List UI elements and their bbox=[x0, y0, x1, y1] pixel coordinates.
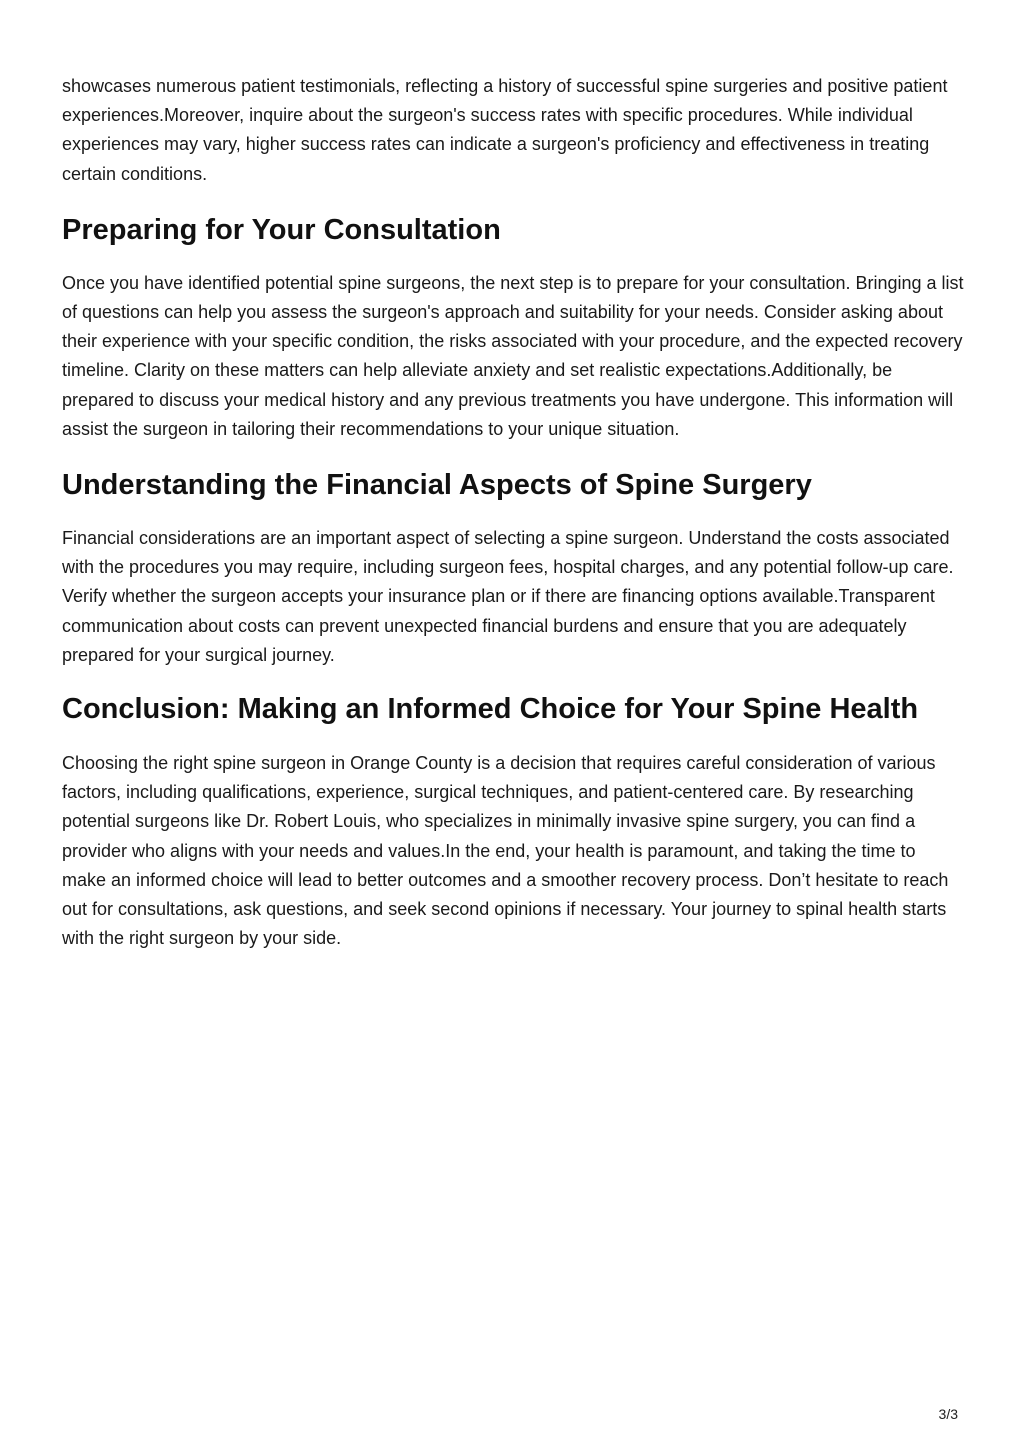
paragraph-financial-aspects: Financial considerations are an important aspect of selecting a spine surgeon. Understand the costs associated with the procedures you may require, including surgeon fees, hospital charges, and any potential follow-up care. Verify whether the surgeon accepts your insurance plan or if there are financing options available.Transparent communication about costs can prevent unexpected financial burdens and ensure that you are adequately prepared for your surgical journey. bbox=[62, 528, 954, 665]
heading-conclusion: Conclusion: Making an Informed Choice for Your Spine Health bbox=[62, 693, 919, 726]
paragraph-testimonials: showcases numerous patient testimonials, reflecting a history of successful spine surgeries and positive patient experiences.Moreover, inquire about the surgeon's success rates with specific procedures. While individual experiences may vary, higher success rates can indicate a surgeon's proficiency and effectiveness in treating certain conditions. bbox=[62, 76, 948, 184]
page-number: 3/3 bbox=[938, 1406, 958, 1422]
heading-financial-aspects: Understanding the Financial Aspects of Spine Surgery bbox=[62, 469, 812, 502]
document-page bbox=[62, 72, 964, 953]
paragraph-preparing-consultation: Once you have identified potential spine surgeons, the next step is to prepare for your consultation. Bringing a list of questions can help you assess the surgeon's approach and suitability for your needs. Consider asking about their experience with your specific condition, the risks associated with your procedure, and the expected recovery timeline. Clarity on these matters can help alleviate anxiety and set realistic expectations.Additionally, be prepared to discuss your medical history and any previous treatments you have undergone. This information will assist the surgeon in tailoring their recommendations to your unique situation. bbox=[62, 272, 964, 439]
heading-preparing-consultation: Preparing for Your Consultation bbox=[62, 213, 501, 246]
paragraph-conclusion: Choosing the right spine surgeon in Orange County is a decision that requires careful consideration of various factors, including qualifications, experience, surgical techniques, and patient-centered care. By researching potential surgeons like Dr. Robert Louis, who specializes in minimally invasive spine surgery, you can find a provider who aligns with your needs and values.In the end, your health is paramount, and taking the time to make an informed choice will lead to better outcomes and a smoother recovery process. Don’t hesitate to reach out for consultations, ask questions, and seek second opinions if necessary. Your journey to spinal health starts with the right surgeon by your side. bbox=[62, 753, 949, 949]
